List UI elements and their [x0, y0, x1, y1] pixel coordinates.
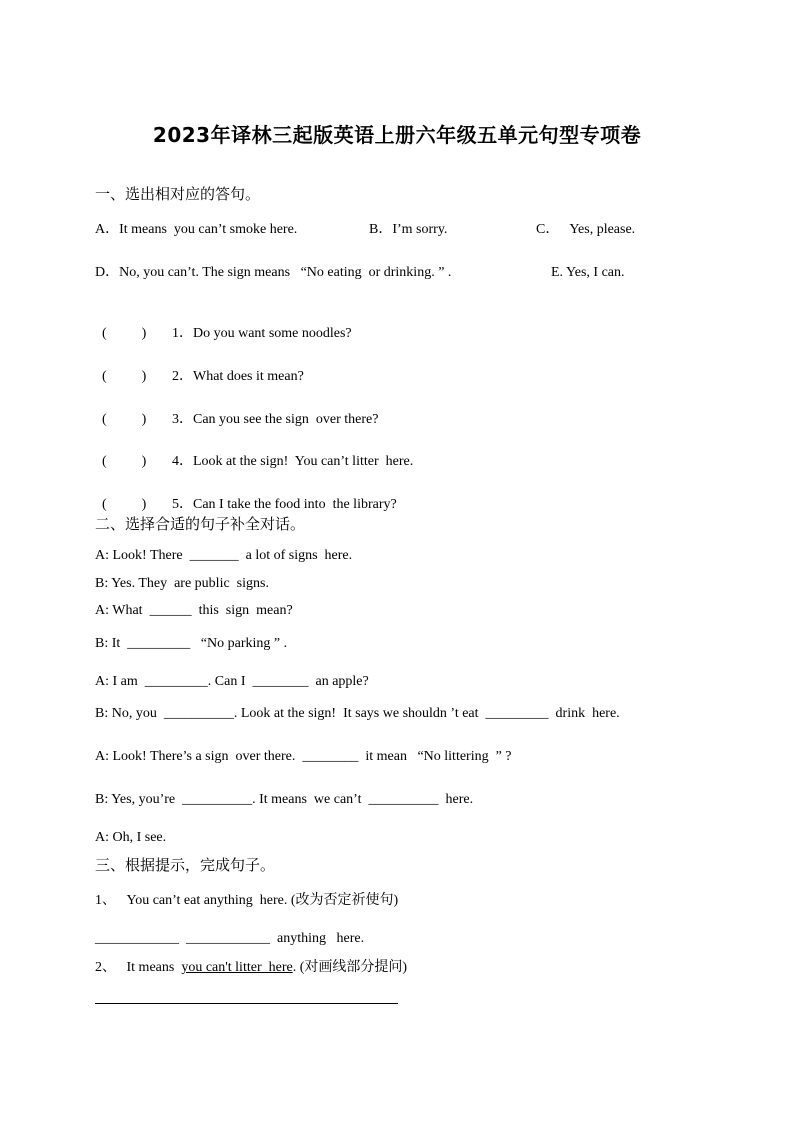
dialogue-line-8: B: Yes, you’re __________. It means we can’t __________ here.: [95, 792, 474, 807]
answer-paren[interactable]: ( ): [102, 369, 147, 384]
question-text: 4．Look at the sign! You can’t litter here.: [172, 454, 414, 469]
dialogue-line-2: B: Yes. They are public signs.: [95, 576, 269, 591]
option-b: B．I’m sorry.: [369, 222, 448, 237]
dialogue-line-1: A: Look! There _______ a lot of signs here.: [95, 548, 353, 563]
question-2: [95, 350, 304, 386]
question-4: [95, 435, 413, 471]
answer-paren[interactable]: ( ): [102, 412, 147, 427]
item2-suffix: . (对画线部分提问): [292, 960, 408, 975]
option-d: D．No, you can’t. The sign means “No eating or drinking. ” .: [95, 265, 452, 280]
item2-prompt: [95, 959, 407, 977]
answer-paren[interactable]: ( ): [102, 497, 147, 512]
question-3: [95, 393, 378, 429]
page-title: 2023年译林三起版英语上册六年级五单元句型专项卷: [152, 123, 642, 147]
item1-answer-blanks[interactable]: ____________ ____________ anything here.: [95, 931, 365, 946]
dialogue-line-7: A: Look! There’s a sign over there. ________ it mean “No littering ” ?: [95, 749, 512, 764]
dialogue-line-9: A: Oh, I see.: [95, 830, 167, 845]
question-5: [95, 478, 397, 514]
question-1: [95, 307, 352, 343]
dialogue-line-4: B: It _________ “No parking ” .: [95, 636, 288, 651]
item2-answer-line[interactable]: [95, 1003, 398, 1004]
option-a: A．It means you can’t smoke here.: [95, 222, 298, 237]
item1-prompt: 1、 You can’t eat anything here. (改为否定祈使句): [95, 893, 399, 908]
section3-heading: 三、根据提示，完成句子。: [95, 856, 276, 874]
item2-underlined-part: you can't litter here: [181, 960, 293, 975]
question-text: 2．What does it mean?: [172, 369, 304, 384]
dialogue-line-5: A: I am _________. Can I ________ an apple?: [95, 674, 369, 689]
question-text: 3．Can you see the sign over there?: [172, 412, 379, 427]
option-e: E. Yes, I can.: [551, 265, 625, 280]
option-c: C． Yes, please.: [536, 222, 636, 237]
dialogue-line-3: A: What ______ this sign mean?: [95, 603, 293, 618]
dialogue-line-6: B: No, you __________. Look at the sign! It says we shouldn ’t eat _________ drink here.: [95, 706, 620, 721]
question-text: 5．Can I take the food into the library?: [172, 497, 397, 512]
question-text: 1．Do you want some noodles?: [172, 326, 352, 341]
item2-prefix: 2、 It means: [95, 960, 182, 975]
answer-paren[interactable]: ( ): [102, 454, 147, 469]
section1-heading: 一、选出相对应的答句。: [95, 185, 261, 203]
section2-heading: 二、选择合适的句子补全对话。: [95, 515, 306, 533]
answer-paren[interactable]: ( ): [102, 326, 147, 341]
